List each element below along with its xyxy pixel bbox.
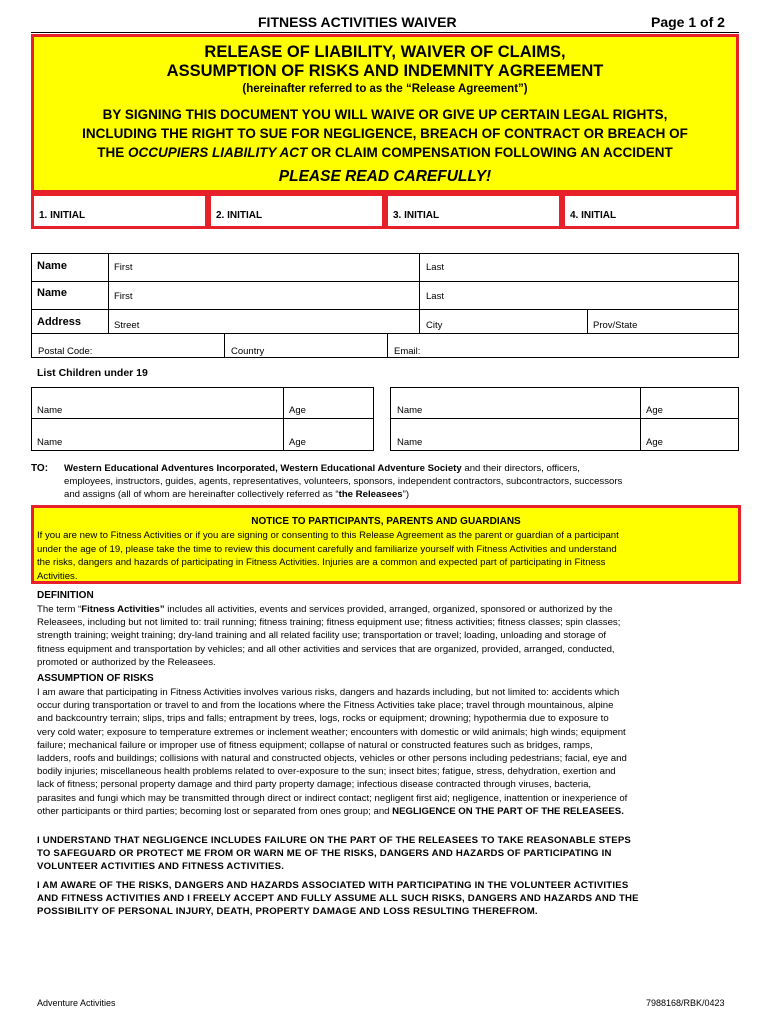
banner-subtitle: (hereinafter referred to as the “Release Agreement”): [242, 83, 528, 95]
footer-left: Adventure Activities: [37, 998, 116, 1008]
page-number: Page 1 of 2: [651, 14, 725, 30]
name-label-1: Name: [37, 260, 67, 272]
understand-line-2: TO SAFEGUARD OR PROTECT ME FROM OR WARN ME OF THE RISKS, DANGERS AND HAZARDS OF PARTICIPATING IN: [37, 848, 612, 860]
banner-warning-3a: THE: [97, 145, 128, 160]
initial-box-1[interactable]: 1. INITIAL: [31, 193, 208, 229]
assumption-line-8: lack of fitness; personal property damage and third party property damage; infectious disease contracted through viruses, bacteria,: [37, 779, 592, 791]
header-rule: [31, 32, 739, 33]
country-field[interactable]: Country: [231, 346, 265, 357]
notice-line-2: under the age of 19, please take the time to review this document carefully and familiarize yourself with Fitness Activities and understand: [37, 543, 617, 555]
initial-box-3[interactable]: 3. INITIAL: [385, 193, 562, 229]
negligence-understanding: [37, 834, 736, 874]
negligence-clause: NEGLIGENCE ON THE PART OF THE RELEASEES.: [392, 805, 624, 817]
understand-line-1: I UNDERSTAND THAT NEGLIGENCE INCLUDES FAILURE ON THE PART OF THE RELEASEES TO TAKE REASONABLE STEPS: [37, 835, 632, 846]
name-label-2: Name: [37, 287, 67, 299]
banner-title-2: ASSUMPTION OF RISKS AND INDEMNITY AGREEMENT: [166, 62, 604, 80]
first-name-field-2[interactable]: First: [114, 291, 133, 302]
child-name-3[interactable]: Name: [397, 405, 423, 416]
child-age-3[interactable]: Age: [646, 405, 663, 416]
assumption-text: [37, 686, 736, 818]
email-field[interactable]: Email:: [394, 346, 421, 357]
street-field[interactable]: Street: [114, 320, 140, 331]
banner-title-1: RELEASE OF LIABILITY, WAIVER OF CLAIMS,: [204, 43, 566, 61]
first-name-field-1[interactable]: First: [114, 262, 133, 273]
notice-line-1: If you are new to Fitness Activities or if you are signing or consenting to this Release Agreement as the parent or guardian of a participant: [37, 530, 619, 541]
child-name-4[interactable]: Name: [397, 437, 423, 448]
risk-acceptance: [37, 879, 736, 919]
definition-line-3: strength training; weight training; dry-land training and all related facility use; transportation or travel; loading, unloading and storage of: [37, 630, 607, 642]
assumption-line-7: bodily injuries; miscellaneous health problems related to over-exposure to the sun; insect bites; fatigue, stress, dehydration, exertion and: [37, 766, 616, 778]
aware-line-2: AND FITNESS ACTIVITIES AND I FREELY ACCEPT AND FULLY ASSUME ALL SUCH RISKS, DANGERS AND HAZARDS AND THE: [37, 893, 639, 905]
assumption-line-10a: other participants or third parties; becoming lost or separated from ones group; and: [37, 805, 393, 817]
to-label: TO:: [31, 463, 49, 474]
definition-line-1a: The term “: [37, 604, 82, 615]
to-line-2: employees, instructors, guides, agents, representatives, volunteers, sponsors, independent contractors, subcontractors, successors: [64, 476, 623, 488]
child-age-2[interactable]: Age: [289, 437, 306, 448]
definition-line-1c: includes all activities, events and services provided, arranged, organized, sponsored or authorized by the: [164, 604, 613, 615]
to-paragraph: [64, 462, 739, 502]
footer-right: 7988168/RBK/0423: [646, 998, 725, 1008]
notice-title: NOTICE TO PARTICIPANTS, PARENTS AND GUARDIANS: [251, 516, 521, 527]
releasees-term: the Releasees: [338, 489, 403, 501]
city-field[interactable]: City: [426, 320, 443, 331]
child-name-1[interactable]: Name: [37, 405, 63, 416]
assumption-heading: ASSUMPTION OF RISKS: [37, 673, 154, 684]
understand-line-3: VOLUNTEER ACTIVITIES AND FITNESS ACTIVITIES.: [37, 861, 285, 873]
notice-box: [31, 505, 741, 584]
definition-text: [37, 603, 736, 669]
banner-read-carefully: PLEASE READ CAREFULLY!: [278, 168, 492, 185]
postal-code-field[interactable]: Postal Code:: [38, 346, 93, 357]
assumption-line-5: failure; mechanical failure or improper use of fitness equipment; collapse of natural or constructed features such as bridges, ramps,: [37, 739, 593, 751]
child-age-1[interactable]: Age: [289, 405, 306, 416]
child-age-4[interactable]: Age: [646, 437, 663, 448]
notice-line-3: the risks, dangers and hazards of participating in Fitness Activities. Injuries are a common and expected part of participating in Fitness: [37, 557, 606, 568]
assumption-line-4: very cold water; exposure to temperature extremes or inclement weather; encounters with domestic or wild animals; high winds; equipment: [37, 726, 626, 738]
notice-text: [37, 529, 737, 583]
address-label: Address: [37, 316, 82, 328]
to-line-3a: and assigns (all of whom are hereinafter collectively referred as “: [64, 489, 339, 501]
assumption-line-9: parasites and fungi which may be transmitted through direct or indirect contact; negligent first aid; negligence, inattention or inexperience of: [37, 792, 628, 804]
document-title: FITNESS ACTIVITIES WAIVER: [258, 14, 457, 30]
banner-warning-3: [34, 145, 736, 160]
aware-line-3: POSSIBILITY OF PERSONAL INJURY, DEATH, PROPERTY DAMAGE AND LOSS RESULTING THEREFROM.: [37, 906, 538, 918]
aware-line-1: I AM AWARE OF THE RISKS, DANGERS AND HAZARDS ASSOCIATED WITH PARTICIPATING IN THE VOLUNTEER ACTIVITIES: [37, 880, 629, 891]
definition-line-2: Releasees, including but not limited to: trail running; fitness training; fitness equipment use; fitness activities; fitness classes; spin classes;: [37, 617, 621, 629]
initial-box-2[interactable]: 2. INITIAL: [208, 193, 385, 229]
assumption-line-3: and backcountry terrain; slips, trips and falls; entrapment by trees, logs, rocks or equipment; drowning; hypothermia due to exposure to: [37, 713, 609, 725]
children-title: List Children under 19: [37, 367, 148, 379]
to-line-3c: ”): [402, 489, 410, 501]
notice-line-4: Activities.: [37, 570, 78, 582]
assumption-line-2: occur during transportation or travel to and from the locations where the Fitness Activities take place; travel through mountainous, alpine: [37, 700, 614, 712]
child-name-2[interactable]: Name: [37, 437, 63, 448]
prov-state-field[interactable]: Prov/State: [593, 320, 638, 331]
assumption-line-1: I am aware that participating in Fitness Activities involves various risks, dangers and hazards including, but not limited to: accidents which: [37, 687, 620, 698]
assumption-line-6: ladders, roofs and buildings; collisions with natural and constructed objects, vehicles or other persons including pedestrians; facial, eye and: [37, 753, 627, 765]
banner-warning-2: INCLUDING THE RIGHT TO SUE FOR NEGLIGENCE, BREACH OF CONTRACT OR BREACH OF: [82, 126, 688, 141]
last-name-field-1[interactable]: Last: [426, 262, 444, 273]
definition-line-4: fitness equipment and transportation by vehicles; and all other activities and services that are organized, provided, arranged, conducted,: [37, 643, 615, 655]
definition-line-5: promoted or authorized by the Releasees.: [37, 656, 216, 668]
to-line-1-rest: and their directors, officers,: [461, 463, 580, 474]
initial-box-4[interactable]: 4. INITIAL: [562, 193, 739, 229]
banner-warning-1: BY SIGNING THIS DOCUMENT YOU WILL WAIVE OR GIVE UP CERTAIN LEGAL RIGHTS,: [102, 107, 668, 122]
banner-warning-3c: OR CLAIM COMPENSATION FOLLOWING AN ACCIDENT: [307, 145, 673, 160]
last-name-field-2[interactable]: Last: [426, 291, 444, 302]
definition-heading: DEFINITION: [37, 590, 94, 601]
releasee-organizations: Western Educational Adventures Incorporated, Western Educational Adventure Society: [64, 463, 462, 474]
banner-act-name: OCCUPIERS LIABILITY ACT: [128, 145, 308, 160]
release-banner: [31, 34, 739, 193]
fitness-activities-term: Fitness Activities”: [81, 604, 165, 615]
initials-row: [31, 193, 739, 229]
